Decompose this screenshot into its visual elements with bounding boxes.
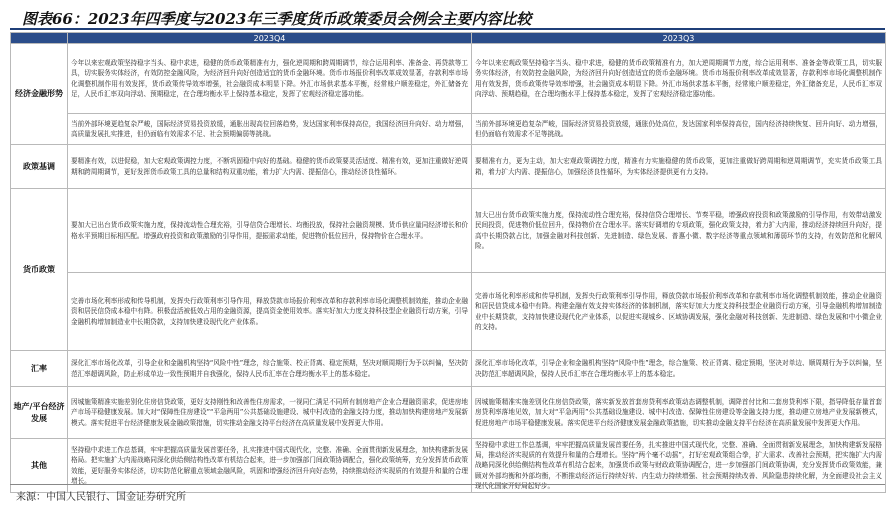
cell-q3: 坚持稳中求进工作总基调，牢牢把握高质量发展首要任务，扎实推进中国式现代化，完整、准确、全面贯彻新发展理念，加快构建新发展格局，推动经济实现质的有效提升和量的合理增长。坚持“两个毫不动摇”，打好宏观政策组合拳，扩大需求、改善社会预期，把实施扩大内需战略同深化供给侧结构性改革有机结合起来，加强货币政策与财政政策协调配合，进一步加强部门间政策协调，充分发挥货币政策效能，兼顾对外部均衡和外部均衡，不断推动经济运行持续好转、内生动力持续增强、社会预期持续改善、风险隐患持续化解，为全面建设社会主义现代化国家开好局起好步。 — [472, 439, 886, 493]
row-label-property: 地产/平台经济发展 — [11, 387, 68, 439]
cell-q3: 加大已出台货币政策实施力度，保持流动性合理充裕，保持信贷合理增长、节奏平稳，增强政府投资和政策激励的引导作用，有效带动激发民间投资，促进物价低位回升，保持物价在合理水平。落实好调增的专项政策，强化政策支持，着力扩大内需，推动经济持续回升向好，提高中长期贷款占比，加强金融对科技创新、先进制造、绿色发展、普惠小微、数字经济等重点领域和薄弱环节的支持，有效防范和化解风险。 — [472, 189, 886, 273]
cell-q4: 当前外部环境更趋复杂严峻，国际经济贸易投资放缓，通胀出现高位回落趋势，发达国家利率保持高位，我国经济回升向好、动力增强，高质量发展扎实推进，但仍面临有效需求不足、社会预期偏弱等挑战。 — [68, 114, 472, 145]
cell-q4: 完善市场化利率形成和传导机制，发挥央行政策利率引导作用，释放贷款市场报价利率改革和存款利率市场化调整机制效能，推动企业融资和居民信贷成本稳中有降。积极盘活被低效占用的金融资源，提高资金使用效率。落实好加大力度支持科技型企业融资行动方案，引导金融机构增加制造业中长期贷款，支持加快建设现代化产业体系。 — [68, 273, 472, 351]
table-row — [11, 387, 886, 439]
row-label-monetary-policy: 货币政策 — [11, 189, 68, 351]
cell-q3: 要精准有力，更为主动，加大宏观政策调控力度，精准有力实施稳健的货币政策，更加注重做好跨周期和逆周期调节，充实货币政策工具箱，着力扩大内需、提振信心，加强经济良性循环，为实体经济提供更有力支持。 — [472, 145, 886, 189]
cell-q3: 因城施策精准实施差别化住房信贷政策，落实新发放首套房贷利率政策动态调整机制，调降首付比和二套房贷利率下限，指导降低存量首套房贷利率落地见效，加大对“平急两用”公共基础设施建设、城中村改造、保障性住房建设等金融支持力度，推动建立房地产业发展新模式，促进房地产市场平稳健康发展。落实促进平台经济健康发展金融政策措施，切实推动金融支持平台经济在高质量发展中发挥更大作用。 — [472, 387, 886, 439]
header-cell-empty — [11, 33, 68, 44]
page-title: 图表66：2023年四季度与2023年三季度货币政策委员会例会主要内容比较 — [22, 10, 532, 28]
table-row — [11, 145, 886, 189]
cell-q3: 深化汇率市场化改革，引导企业和金融机构坚持“风险中性”理念，综合施策、校正背离、稳定预期，坚决对单边、顺周期行为予以纠偏，坚决防范汇率超调风险，保持人民币汇率在合理均衡水平上的基本稳定。 — [472, 351, 886, 387]
cell-q4: 深化汇率市场化改革，引导企业和金融机构坚持“风险中性”理念，综合施策、校正背离、稳定预期，坚决对顺周期行为予以纠偏，坚决防范汇率超调风险，防止形成单边一致性预期并自我强化，保持人民币汇率在合理均衡水平上的基本稳定。 — [68, 351, 472, 387]
header-cell-q3: 2023Q3 — [472, 33, 886, 44]
row-label-fx: 汇率 — [11, 351, 68, 387]
table-row — [11, 189, 886, 273]
header-cell-q4: 2023Q4 — [68, 33, 472, 44]
cell-q3: 今年以来宏观政策坚持稳字当头、稳中求进，稳健的货币政策精准有力，加大逆周期调节力度，综合运用利率、准备金等政策工具，切实服务实体经济，有效防控金融风险，为经济回升向好创造适宜的货币金融环境。货币市场报价利率改革成效显著，存款利率市场化调整机制作用有效发挥，货币政策传导效率增强，社会融资成本明显下降。外汇市场供求基本平衡，经常账户顺差稳定，外汇储备充足，人民币汇率双向浮动、预期趋稳，在合理均衡水平上保持基本稳定，发挥了宏观经济稳定器功能。 — [472, 44, 886, 114]
table-row — [11, 114, 886, 145]
footer-divider — [10, 484, 885, 485]
cell-q4: 要加大已出台货币政策实施力度，保持流动性合理充裕，引导信贷合理增长、均衡投放，保持社会融资规模、货币供应量同经济增长和价格水平预期目标相匹配。增强政府投资和政策激励的引导作用，提振需求动能，促进物价低位回升，保持物价在合理水平。 — [68, 189, 472, 273]
cell-q4: 要精准有效，以进促稳，加大宏观政策调控力度，不断巩固稳中向好的基础。稳健的货币政策要灵活适度、精准有效，更加注重做好逆周期和跨周期调节，更好发挥货币政策工具的总量和结构双重功能，着力扩大内需、提振信心，推动经济良性循环。 — [68, 145, 472, 189]
cell-q3: 完善市场化利率形成和传导机制，发挥央行政策利率引导作用，释放贷款市场报价利率改革和存款利率市场化调整机制效能，推动企业融资和居民信贷成本稳中有降。构建金融有效支持实体经济的体制机制，落实好加大力度支持科技型企业融资行动方案，引导金融机构增加制造业中长期贷款，支持加快建设现代化产业体系，以促进实现城乡、区域协调发展，强化金融对科技创新、先进制造、绿色发展和中小微企业的支持。 — [472, 273, 886, 351]
row-label-policy-tone: 政策基调 — [11, 145, 68, 189]
table-row — [11, 273, 886, 351]
source-note: 来源：中国人民银行、国金证券研究所 — [16, 492, 186, 503]
cell-q3: 当前外部环境更趋复杂严峻，国际经济贸易投资放缓，通胀仍处高位，发达国家利率保持高位，国内经济持续恢复、回升向好、动力增强，但仍面临有效需求不足等挑战。 — [472, 114, 886, 145]
cell-q4: 因城施策精准实施差别化住房信贷政策，更好支持刚性和改善性住房需求，一视同仁满足不同所有制房地产企业合理融资需求，促进房地产市场平稳健康发展。加大对“保障性住房建设”“平急两用”公共基础设施建设、城中村改造的金融支持力度，推动加快构建房地产发展新模式。落实促进平台经济健康发展金融政策措施，切实推动金融支持平台经济在高质量发展中发挥更大作用。 — [68, 387, 472, 439]
table-row — [11, 351, 886, 387]
title-bar — [10, 0, 885, 30]
row-label-economy: 经济金融形势 — [11, 44, 68, 145]
cell-q4: 今年以来宏观政策坚持稳字当头、稳中求进，稳健的货币政策精准有力，强化逆周期和跨周期调节，综合运用利率、准备金、再贷款等工具，切实服务实体经济，有效防控金融风险，为经济回升向好创造适宜的货币金融环境。货币市场报价利率改革成效显著，存款利率市场化调整机制作用有效发挥，货币政策传导效率增强，社会融资成本明显下降。外汇市场供求基本平衡，经常账户顺差稳定，外汇储备充足，人民币汇率双向浮动、预期稳定，在合理均衡水平上保持基本稳定，发挥了宏观经济稳定器功能。 — [68, 44, 472, 114]
table-row — [11, 44, 886, 114]
cell-q4: 坚持稳中求进工作总基调，牢牢把握高质量发展首要任务，扎实推进中国式现代化，完整、准确、全面贯彻新发展理念，加快构建新发展格局。把实施扩大内需战略同深化供给侧结构性改革有机结合起来，进一步加强部门间政策协调配合，强化政策统筹，充分发挥货币政策效能，更好服务实体经济，切实防范化解重点领域金融风险，巩固和增强经济回升向好态势，持续推动经济实现质的有效提升和量的合理增长。 — [68, 439, 472, 493]
comparison-table — [10, 32, 886, 493]
row-label-other: 其他 — [11, 439, 68, 493]
table-header-row — [11, 33, 886, 44]
